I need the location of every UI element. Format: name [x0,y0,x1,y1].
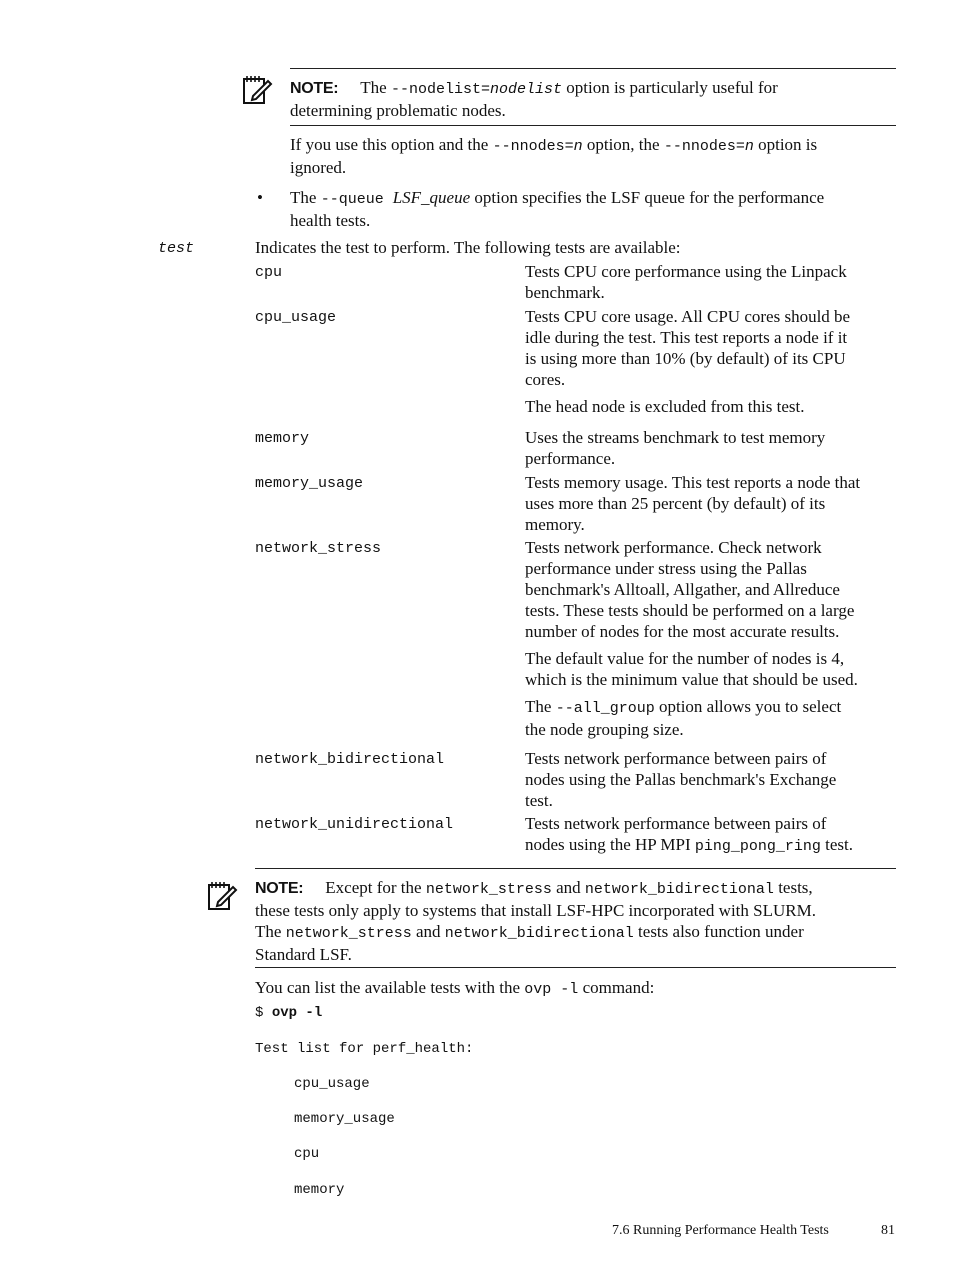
test-name-network-stress: network_stress [255,540,382,557]
note2-text: tests also function under [633,922,804,941]
desc-text: test. [820,835,853,854]
note2-top-rule [255,868,896,869]
note2-text: and [551,878,585,897]
command-prompt: $ [255,1005,272,1021]
bullet-line2: health tests. [290,211,371,230]
test-name-memory-usage: memory_usage [255,475,364,492]
nodelist-code: --nodelist= [390,81,490,98]
network-stress-code: network_stress [285,925,412,942]
test-name-memory: memory [255,430,310,447]
desc-line: idle during the test. This test reports a node if it [525,328,848,347]
test-name-cpu-usage: cpu_usage [255,309,337,326]
desc-line: cores. [525,370,566,389]
note-pencil-icon [206,880,238,912]
desc-line: which is the minimum value that should be used. [525,670,858,689]
note1-mid-rule [290,125,896,126]
bullet-text: The [290,188,321,207]
nnodes-code-2: --nnodes= [663,138,745,155]
desc-line: Tests network performance between pairs of [525,814,827,833]
output-header: Test list for perf_health: [255,1041,474,1057]
test-term: test [158,240,195,257]
desc-line: number of nodes for the most accurate results. [525,622,840,641]
note2-line2: these tests only apply to systems that install LSF-HPC incorporated with SLURM. [255,901,816,920]
desc-line: Tests CPU core performance using the Linpack [525,262,847,281]
desc-line: Tests network performance. Check network [525,538,822,557]
note1-p2-text-c: option is [753,135,818,154]
desc-line: tests. These tests should be performed on a large [525,601,855,620]
note1-top-rule [290,68,896,69]
note1-para1 [290,77,900,121]
note2-text: and [411,922,445,941]
desc-line: Uses the streams benchmark to test memory [525,428,826,447]
footer-section-title: 7.6 Running Performance Health Tests [612,1223,829,1238]
test-intro: Indicates the test to perform. The following tests are available: [255,238,681,257]
note2-bottom-rule [255,967,896,968]
test-desc-memory-usage [525,472,905,535]
desc-line: Tests network performance between pairs of [525,749,827,768]
test-name-network-unidirectional: network_unidirectional [255,816,454,833]
output-item: cpu_usage [294,1076,370,1092]
queue-arg: LSF_queue [392,188,471,207]
desc-text: option allows you to select [654,697,842,716]
note2-line4: Standard LSF. [255,945,352,964]
command-text: ovp -l [271,1005,323,1021]
nodelist-code-arg: nodelist [490,81,563,98]
network-stress-code: network_stress [425,881,552,898]
bullet-mark: • [257,188,263,207]
desc-line: nodes using the Pallas benchmark's Exchange [525,770,837,789]
desc-line: benchmark's Alltoall, Allgather, and Allreduce [525,580,840,599]
test-name-network-bidirectional: network_bidirectional [255,751,445,768]
note2-text: Except for the [325,878,426,897]
desc-line: benchmark. [525,283,605,302]
queue-code: --queue [320,191,393,208]
desc-line: the node grouping size. [525,720,684,739]
note1-para2 [290,134,900,178]
command-line [255,1005,322,1021]
test-desc-cpu-usage-extra: The head node is excluded from this test. [525,397,805,416]
output-item: memory [294,1182,345,1198]
note1-p2-text: If you use this option and the [290,135,493,154]
output-item: cpu [294,1146,320,1162]
network-bidirectional-code: network_bidirectional [444,925,634,942]
footer-page-number: 81 [881,1223,895,1238]
desc-line: Tests CPU core usage. All CPU cores should be [525,307,851,326]
note2-text: The [255,922,286,941]
test-desc-network-bidirectional [525,748,905,811]
test-desc-network-stress-allgroup [525,696,905,740]
test-desc-memory [525,427,905,469]
test-desc-network-unidirectional [525,813,905,857]
note2-text: tests, [773,878,813,897]
output-item: memory_usage [294,1111,395,1127]
test-desc-cpu [525,261,905,303]
nnodes-code-arg: n [573,138,583,155]
ping-pong-ring-code: ping_pong_ring [694,838,821,855]
note2-label: NOTE: [255,880,304,897]
desc-line: uses more than 25 percent (by default) of its [525,494,826,513]
nnodes-code-arg-2: n [744,138,754,155]
all-group-code: --all_group [555,700,655,717]
desc-line: is using more than 10% (by default) of its CPU [525,349,846,368]
note1-p2-line2: ignored. [290,158,347,177]
desc-line: Tests memory usage. This test reports a node that [525,473,861,492]
nnodes-code: --nnodes= [492,138,574,155]
list-intro-text: command: [578,978,655,997]
desc-line: memory. [525,515,585,534]
note2-body [255,877,915,965]
ovp-l-code: ovp -l [524,981,579,998]
desc-line: performance under stress using the Pallas [525,559,807,578]
note1-p2-text-b: option, the [582,135,664,154]
list-intro-text: You can list the available tests with the [255,978,525,997]
test-desc-cpu-usage [525,306,905,390]
desc-text: nodes using the HP MPI [525,835,695,854]
desc-line: test. [525,791,553,810]
bullet-text-cont: option specifies the LSF queue for the performance [470,188,825,207]
note1-text-cont: option is particularly useful for [562,78,778,97]
test-name-cpu: cpu [255,264,283,281]
desc-line: performance. [525,449,616,468]
desc-text: The [525,697,556,716]
note-pencil-icon [241,74,273,106]
test-desc-network-stress-default [525,648,905,690]
note1-text-line2: determining problematic nodes. [290,101,506,120]
network-bidirectional-code: network_bidirectional [584,881,774,898]
note1-label: NOTE: [290,80,339,97]
note1-text: The [360,78,391,97]
queue-bullet-item [290,187,900,231]
desc-line: The default value for the number of nodes is 4, [525,649,845,668]
test-desc-network-stress [525,537,905,642]
list-intro [255,977,895,1000]
